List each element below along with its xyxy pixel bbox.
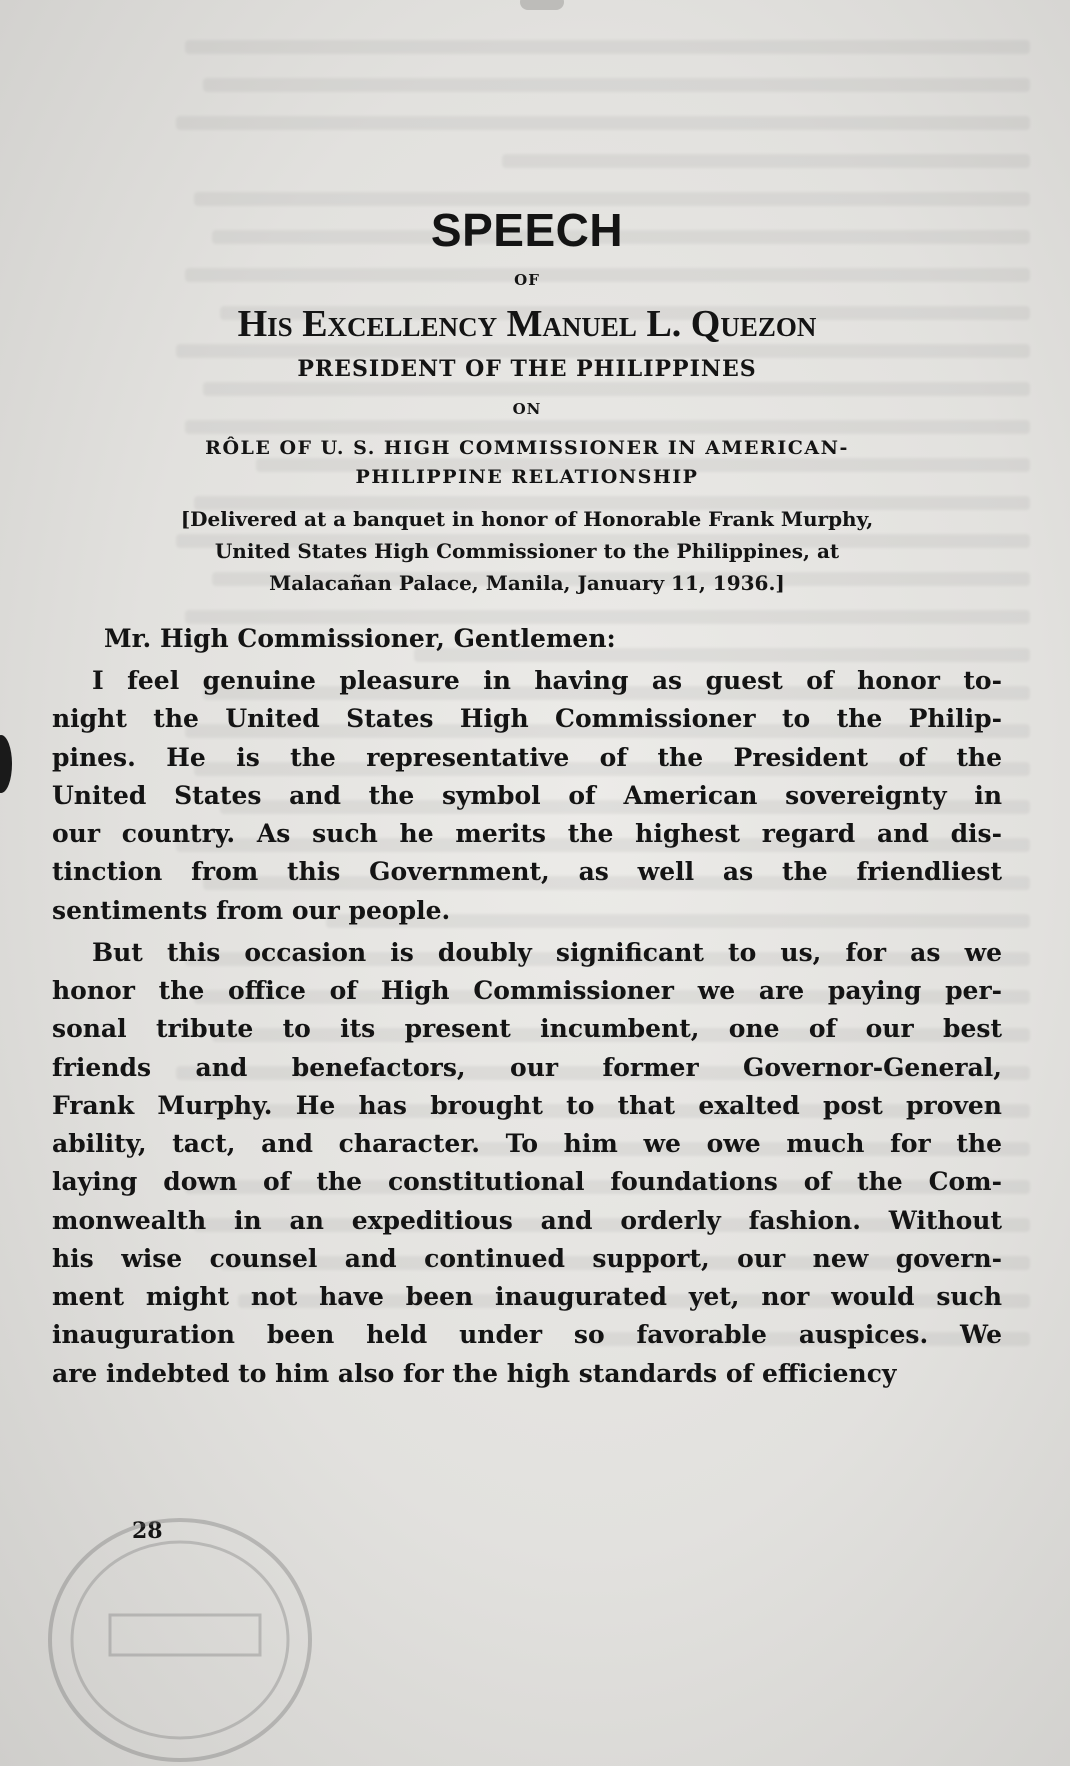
paragraph-line: friends and benefactors, our former Governor-General,	[52, 1052, 1002, 1082]
delivery-note-line: [Delivered at a banquet in honor of Honorable Frank Murphy,	[180, 507, 874, 532]
subject-line: RÔLE OF U. S. HIGH COMMISSIONER IN AMERICAN-	[205, 437, 849, 460]
of-label: OF	[514, 270, 540, 289]
paragraph-line: inauguration been held under so favorable auspices. We	[52, 1320, 1002, 1350]
paragraph-line: tinction from this Government, as well as the friendliest	[52, 857, 1002, 887]
speaker-position: PRESIDENT OF THE PHILIPPINES	[297, 356, 757, 383]
paragraph-line: our country. As such he merits the highest regard and dis-	[52, 819, 1002, 849]
paragraph-line: ment might not have been inaugurated yet, nor would such	[52, 1282, 1002, 1312]
paragraph	[52, 662, 1002, 930]
delivery-note-line: United States High Commissioner to the Philippines, at	[214, 539, 840, 564]
page-title: SPEECH	[430, 204, 624, 256]
paragraph-line: But this occasion is doubly significant to us, for as we	[92, 937, 1002, 967]
binding-hole	[0, 735, 12, 793]
paragraph	[52, 934, 1002, 1393]
library-stamp	[30, 1490, 320, 1766]
page-number: 28	[132, 1518, 163, 1544]
paragraph-line: laying down of the constitutional foundations of the Com-	[52, 1167, 1002, 1197]
paragraph-line: I feel genuine pleasure in having as guest of honor to-	[92, 666, 1002, 696]
paragraph-line: Frank Murphy. He has brought to that exalted post proven	[52, 1090, 1002, 1120]
speaker-name: His Excellency Manuel L. Quezon	[237, 302, 817, 345]
salutation: Mr. High Commissioner, Gentlemen:	[104, 624, 616, 654]
paragraph-line: ability, tact, and character. To him we owe much for the	[52, 1129, 1002, 1159]
speech-body	[52, 205, 1002, 1397]
delivery-note-line: Malacañan Palace, Manila, January 11, 1936.]	[269, 571, 785, 596]
speech-subject	[52, 434, 1002, 491]
paragraph-line: night the United States High Commissioner to the Philip-	[52, 704, 1002, 734]
paragraph-line: sonal tribute to its present incumbent, one of our best	[52, 1014, 1002, 1044]
paragraph-line: United States and the symbol of American sovereignty in	[52, 780, 1002, 810]
binding-shadow	[520, 0, 564, 10]
subject-line: PHILIPPINE RELATIONSHIP	[355, 465, 699, 488]
delivery-note	[52, 503, 1002, 599]
paragraph-line: honor the office of High Commissioner we are paying per-	[52, 976, 1002, 1006]
paragraph-line: pines. He is the representative of the President of the	[52, 742, 1002, 772]
paragraph-line: are indebted to him also for the high standards of efficiency	[52, 1358, 897, 1388]
paragraph-line: sentiments from our people.	[52, 895, 451, 925]
paragraph-line: monwealth in an expeditious and orderly fashion. Without	[52, 1205, 1002, 1235]
on-label: ON	[512, 400, 542, 419]
paragraph-line: his wise counsel and continued support, our new govern-	[52, 1243, 1002, 1273]
